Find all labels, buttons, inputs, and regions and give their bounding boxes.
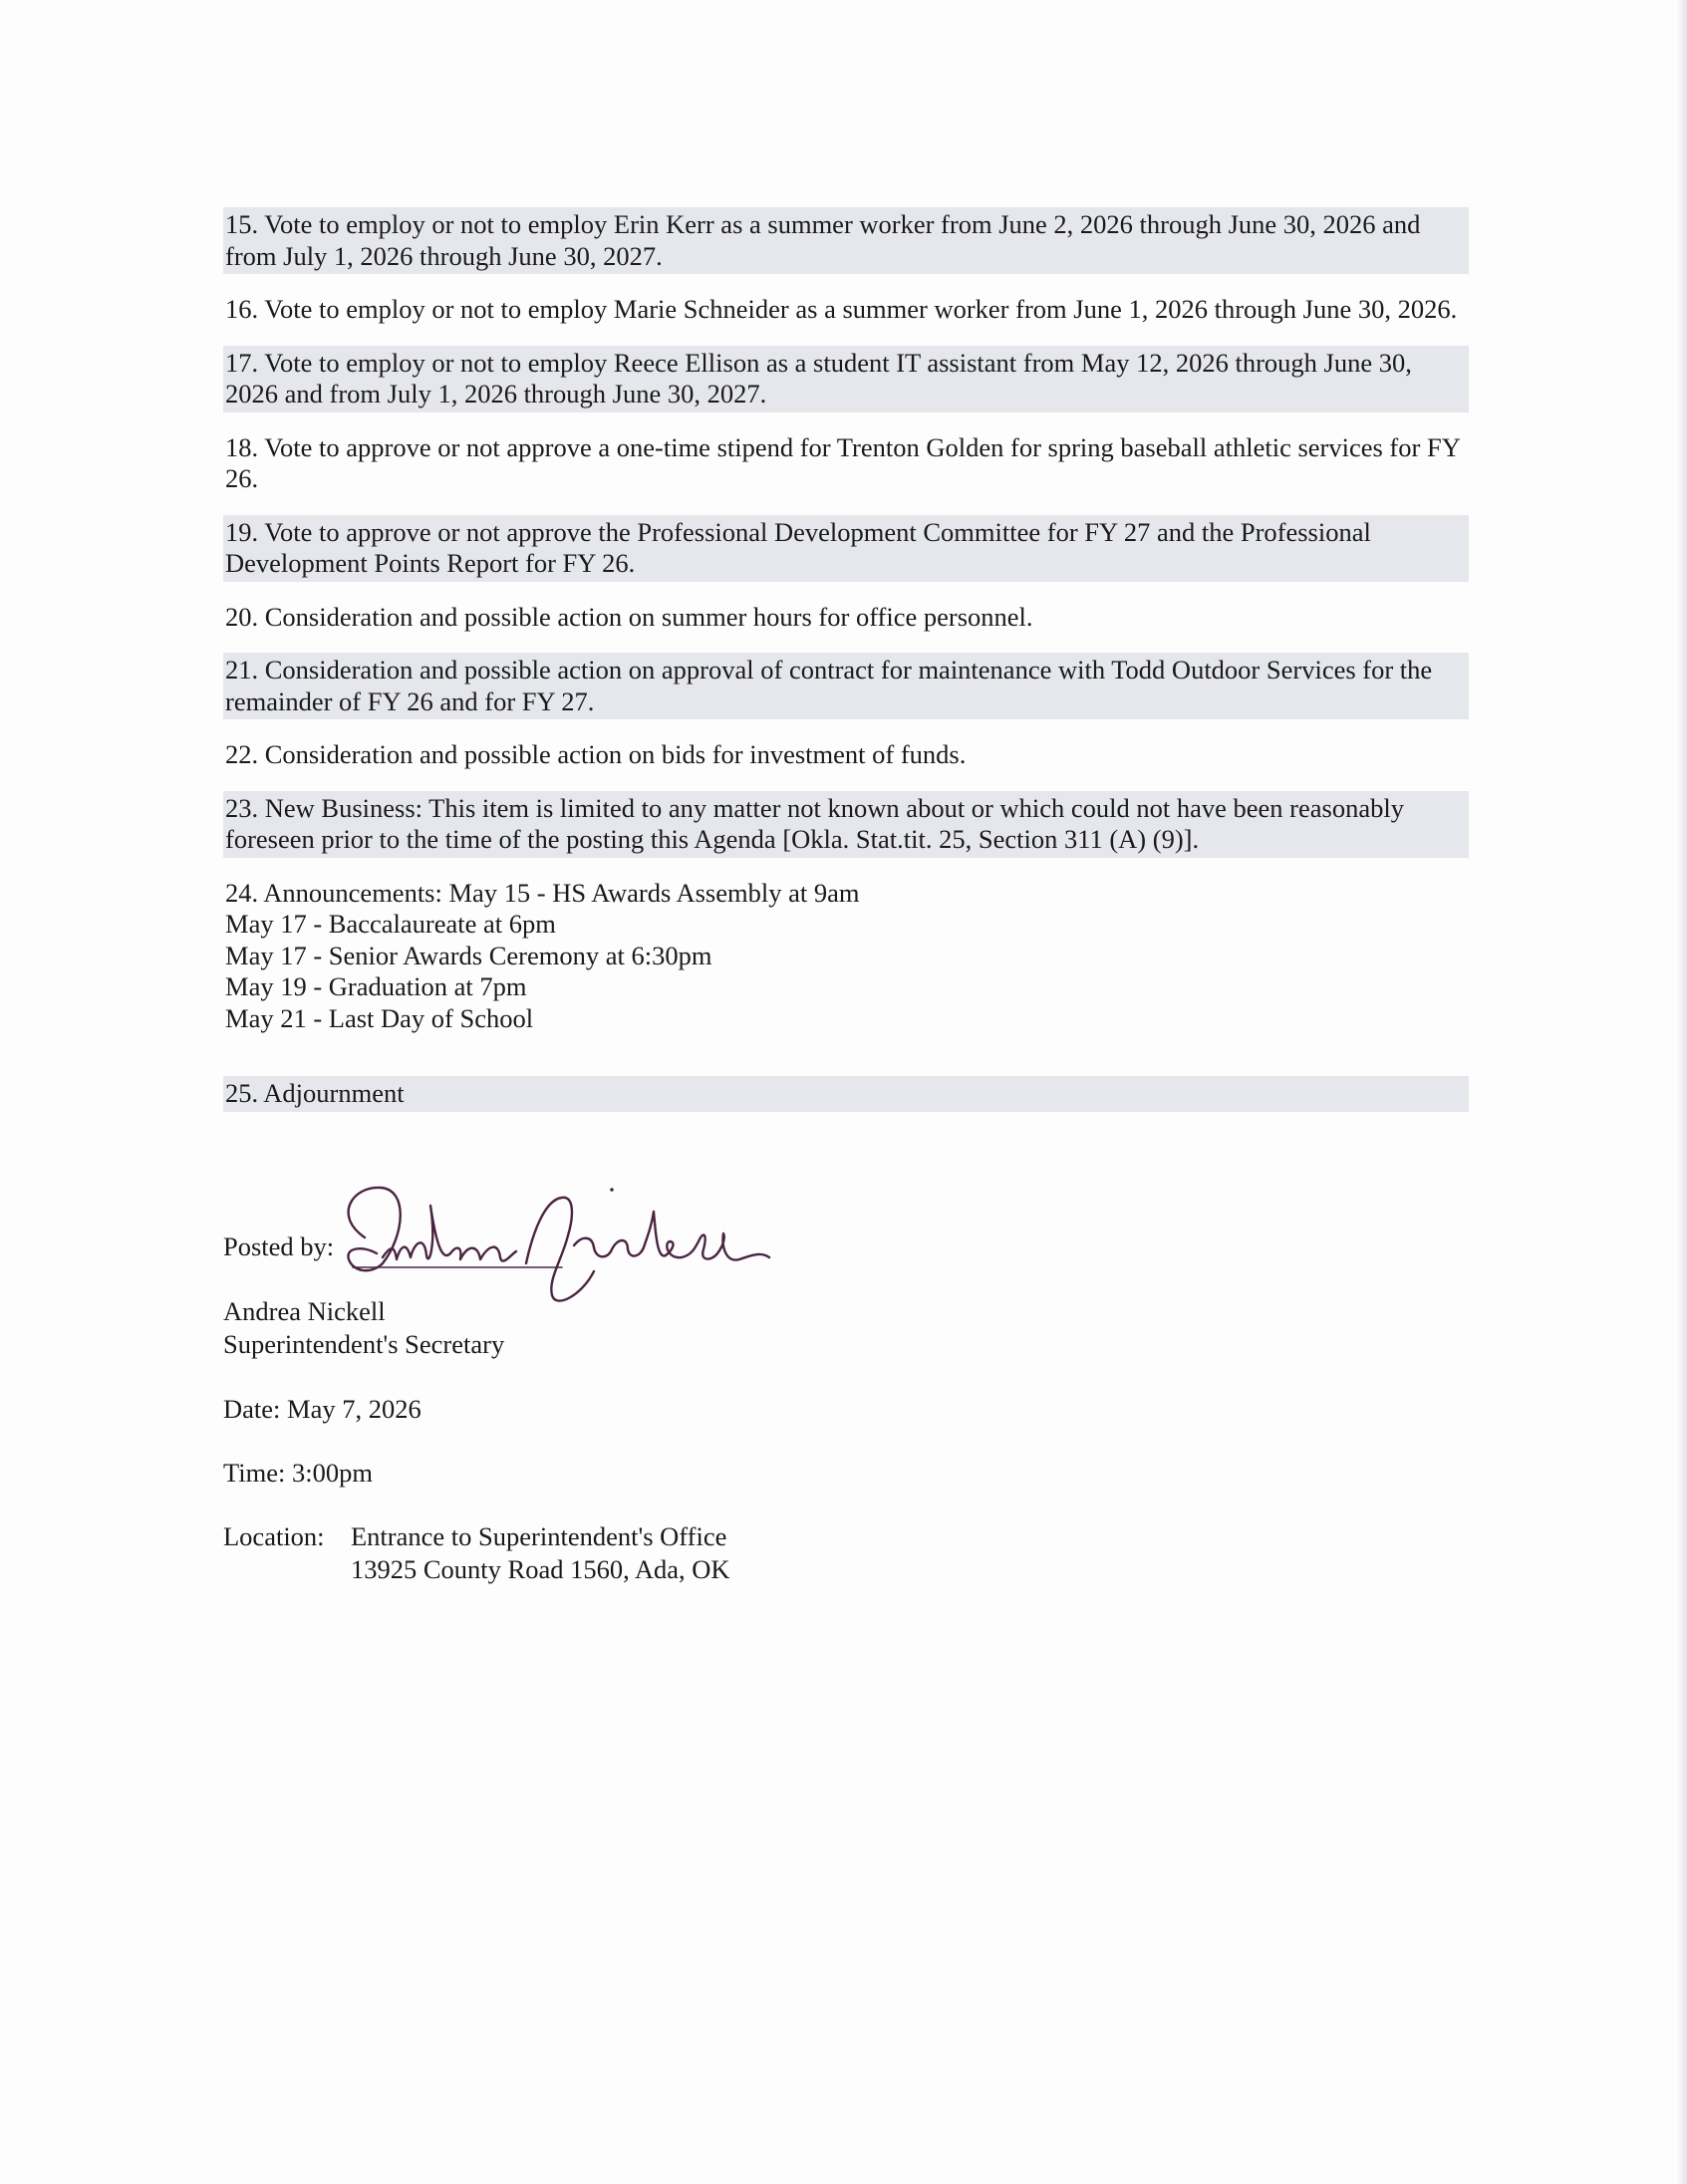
agenda-item-22: 22. Consideration and possible action on bids for investment of funds. — [225, 739, 967, 769]
announcement-line: May 17 - Senior Awards Ceremony at 6:30pm — [225, 940, 712, 970]
posting-time: Time: 3:00pm — [223, 1458, 373, 1488]
location-label: Location: — [223, 1521, 325, 1551]
announcement-line: May 21 - Last Day of School — [225, 1002, 534, 1033]
location-line-2: 13925 County Road 1560, Ada, OK — [351, 1554, 730, 1584]
announcement-line: May 17 - Baccalaureate at 6pm — [225, 909, 556, 939]
posted-by-block — [223, 1176, 921, 1315]
posted-by-label: Posted by: — [223, 1231, 335, 1261]
announcement-line: 24. Announcements: May 15 - HS Awards Assembly at 9am — [225, 877, 860, 908]
posting-date: Date: May 7, 2026 — [223, 1394, 422, 1424]
agenda-item-21: 21. Consideration and possible action on approval of contract for maintenance with Todd Outdoor Services for the remainder of FY 26 and for FY 27. — [223, 653, 1469, 719]
signatory-title: Superintendent's Secretary — [223, 1329, 505, 1359]
agenda-item-16: 16. Vote to employ or not to employ Marie Schneider as a summer worker from June 1, 2026 through June 30, 2026. — [225, 294, 1458, 324]
agenda-item-19: 19. Vote to approve or not approve the Professional Development Committee for FY 27 and the Professional Development Points Report for FY 26. — [223, 515, 1469, 582]
signatory-block — [223, 1295, 504, 1361]
agenda-item-18: 18. Vote to approve or not approve a one-time stipend for Trenton Golden for spring baseball athletic services for FY 26. — [225, 431, 1460, 493]
agenda-item-23: 23. New Business: This item is limited to any matter not known about or which could not have been reasonably foreseen prior to the time of the posting this Agenda [Okla. Stat.tit. 25, Section 311 (A) (9)]. — [223, 791, 1469, 858]
agenda-item-15: 15. Vote to employ or not to employ Erin Kerr as a summer worker from June 2, 2026 through June 30, 2026 and from July 1, 2026 through June 30, 2027. — [223, 207, 1469, 274]
announcement-line: May 19 - Graduation at 7pm — [225, 971, 527, 1001]
signatory-name: Andrea Nickell — [223, 1296, 386, 1326]
posting-location — [223, 1520, 730, 1586]
location-line-1: Entrance to Superintendent's Office — [351, 1521, 727, 1551]
agenda-list — [223, 207, 1469, 1112]
agenda-item-25-adjournment: 25. Adjournment — [223, 1076, 1469, 1112]
agenda-item-17: 17. Vote to employ or not to employ Reece Ellison as a student IT assistant from May 12, 2026 through June 30, 2026 and from July 1, 2026 through June 30, 2027. — [223, 346, 1469, 412]
agenda-item-20: 20. Consideration and possible action on summer hours for office personnel. — [225, 601, 1033, 632]
handwritten-signature — [313, 1176, 831, 1315]
page-edge-shadow — [1677, 0, 1687, 2184]
announcements-block — [223, 876, 1469, 1037]
